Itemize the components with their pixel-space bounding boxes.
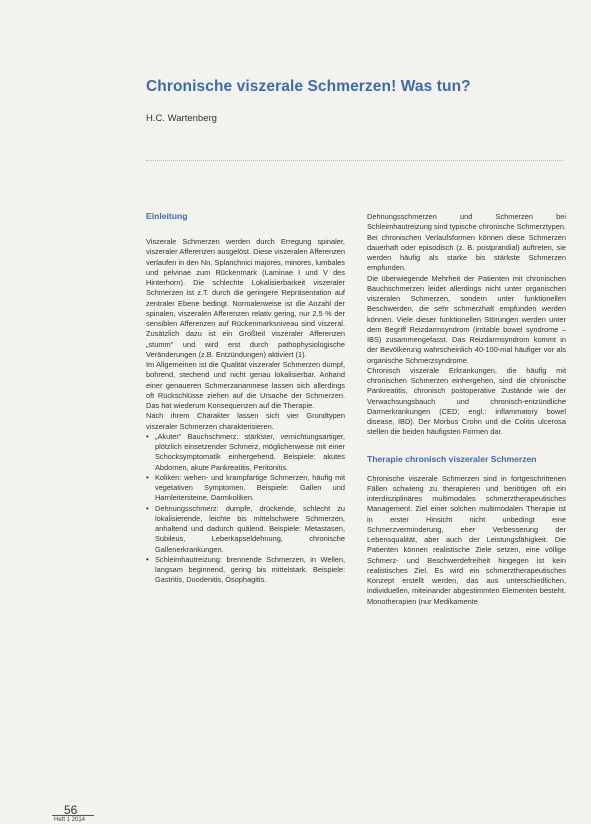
- list-item: [146, 555, 345, 586]
- list-item-text: Schleimhautreizung: brennende Schmerzen, in Wellen, langsam beginnend, gering bis mittelstark. Beispiele: Gastritis, Duodenitis, Ösophagitis.: [155, 554, 345, 585]
- intro-paragraph: Viszerale Schmerzen werden durch Erregung spinaler, viszeraler Afferenzen ausgelöst. Diese viszeralen Afferenzen verlaufen in den Nn. Splanchnici majores, minores, lumbales und pelvinae zum Rückenmark (Laminae I und V des Hinterhorn). Die schlechte Lokalisierbarkeit viszeraler Schmerzen ist z.T. durch die geringere Repräsentation auf zentraler Ebene bedingt. Normalerweise ist die Anzahl der spinalen, viszeralen Afferenzen relativ gering, nur 2,5 % der sensiblen Afferenzen auf Rückenmarksniveau sind viszeral. Zusätzlich dazu ist ein Großteil viszeraler Afferenzen „stumm" und wird erst durch pathophysiologische Veränderungen (z.B. Entzündungen) aktiviert (1).: [146, 237, 345, 359]
- functional-disorders-paragraph: Die überwiegende Mehrheit der Patienten mit chronischen Bauchschmerzen leidet allerdings nicht unter organischen viszeralen Schmerzen, sondern unter funktionellen Beschwerden, die sehr schmerzhaft empfunden werden können. Viele dieser funktionellen Störungen werden unter dem Begriff Reizdarmsyndrom (irritable bowel syndrome – IBS) zusammengefasst. Das Reizdarmsyndrom kommt in der Bevölkerung wahrscheinlich 40-100-mal häufiger vor als organische Schmerzsyndrome.: [367, 273, 566, 365]
- list-item-text: Koliken: wehen- und krampfartige Schmerzen, häufig mit vegetativen Symptomen. Beispiele: Gallen und Harnleitersteine, Darmkoliken.: [155, 472, 345, 503]
- footer-divider: [52, 815, 94, 816]
- list-item: [146, 473, 345, 504]
- chronic-types-paragraph: Dehnungsschmerzen und Schmerzen bei Schleimhautreizung sind typische chronische Schmerztypen. Bei chronischen Verlaufsformen können diese Schmerzen dauerhaft oder episodisch (z. B. postprandial) auftreten, sie werden häufig als starke bis stärkste Schmerzen empfunden.: [367, 212, 566, 273]
- bullet-icon: •: [146, 472, 149, 482]
- article-title: Chronische viszerale Schmerzen! Was tun?: [146, 78, 471, 95]
- list-item: [146, 432, 345, 473]
- bullet-icon: •: [146, 554, 149, 564]
- list-item-text: Dehnungsschmerz: dumpfe, drückende, schlecht zu lokalisierende, leichte bis mittelschwere Schmerzen, anhaltend und dadurch quälend. Beispiele: Metastasen, Subileus, Leberkapseldehnung, chronische Gallenerkrankungen.: [155, 503, 345, 554]
- section-spacer: [367, 438, 566, 453]
- bullet-icon: •: [146, 503, 149, 513]
- section-heading-introduction: Einleitung: [146, 211, 188, 221]
- right-column: [367, 212, 566, 607]
- types-paragraph: Nach ihrem Charakter lassen sich vier Grundtypen viszeraler Schmerzen charakterisieren.: [146, 411, 345, 431]
- list-item: [146, 504, 345, 555]
- chronic-diseases-paragraph: Chronisch viszerale Erkrankungen, die häufig mit chronischen Schmerzen einhergehen, sind die chronische Pankreatitis, chronisch postoperative Zustände wie der Verwachsungsbauch und chronisch-entzündliche Darmerkrankungen (CED; engl.: inflammatory bowel disease, IBD). Der Morbus Crohn und die Colitis ulcerosa stellen die beiden häufigsten Formen dar.: [367, 365, 566, 437]
- bullet-icon: •: [146, 431, 149, 441]
- section-heading-therapy: Therapie chronisch viszeraler Schmerzen: [367, 453, 537, 464]
- quality-paragraph: Im Allgemeinen ist die Qualität viszeraler Schmerzen dumpf, bohrend, stechend und nicht genau lokalisierbar. Anhand einer genaueren Schmerzanamnese lassen sich allerdings oft Rückschlüsse ziehen auf die Ursache der Schmerzen. Das hat wiederum Konsequenzen auf die Therapie.: [146, 360, 345, 410]
- article-author: H.C. Wartenberg: [146, 113, 217, 124]
- heading-spacer: [367, 465, 566, 474]
- issue-label: Heft 1 2014: [54, 817, 86, 823]
- page-number: 56: [64, 803, 78, 817]
- left-column: [146, 210, 345, 586]
- header-divider: [146, 160, 564, 161]
- pain-types-list: [146, 432, 345, 586]
- list-item-text: „Akuter" Bauchschmerz: stärkster, vernichtungsartiger, plötzlich einsetzender Schmerz, möglicherweise mit einer Schocksymptomatik einhergehend. Beispiele: akutes Abdomen, akute Pankreatitis, Peritonitis.: [155, 431, 345, 472]
- therapy-paragraph: Chronische viszerale Schmerzen sind in fortgeschrittenen Fällen schwierig zu therapieren und benötigen oft ein interdisziplinäres multimodales schmerztherapeutisches Management. Ziel einer solchen multimodalen Therapie ist in erster Hinsicht nicht unbedingt eine Schmerzverminderung, eher Verbesserung der Lebensqualität, aber auch der Leistungsfähigkeit. Die Patienten können realistische Ziele setzen, eine völlige Schmerz- und Beschwerdefreiheit hingegen ist kein realistisches Ziel. Es wird ein schmerztherapeutisches Konzept erstellt werden, das aus unterschiedlichen, individuellen, miteinander abgestimmten Elementen besteht. Monotherapien (nur Medikamente: [367, 473, 566, 606]
